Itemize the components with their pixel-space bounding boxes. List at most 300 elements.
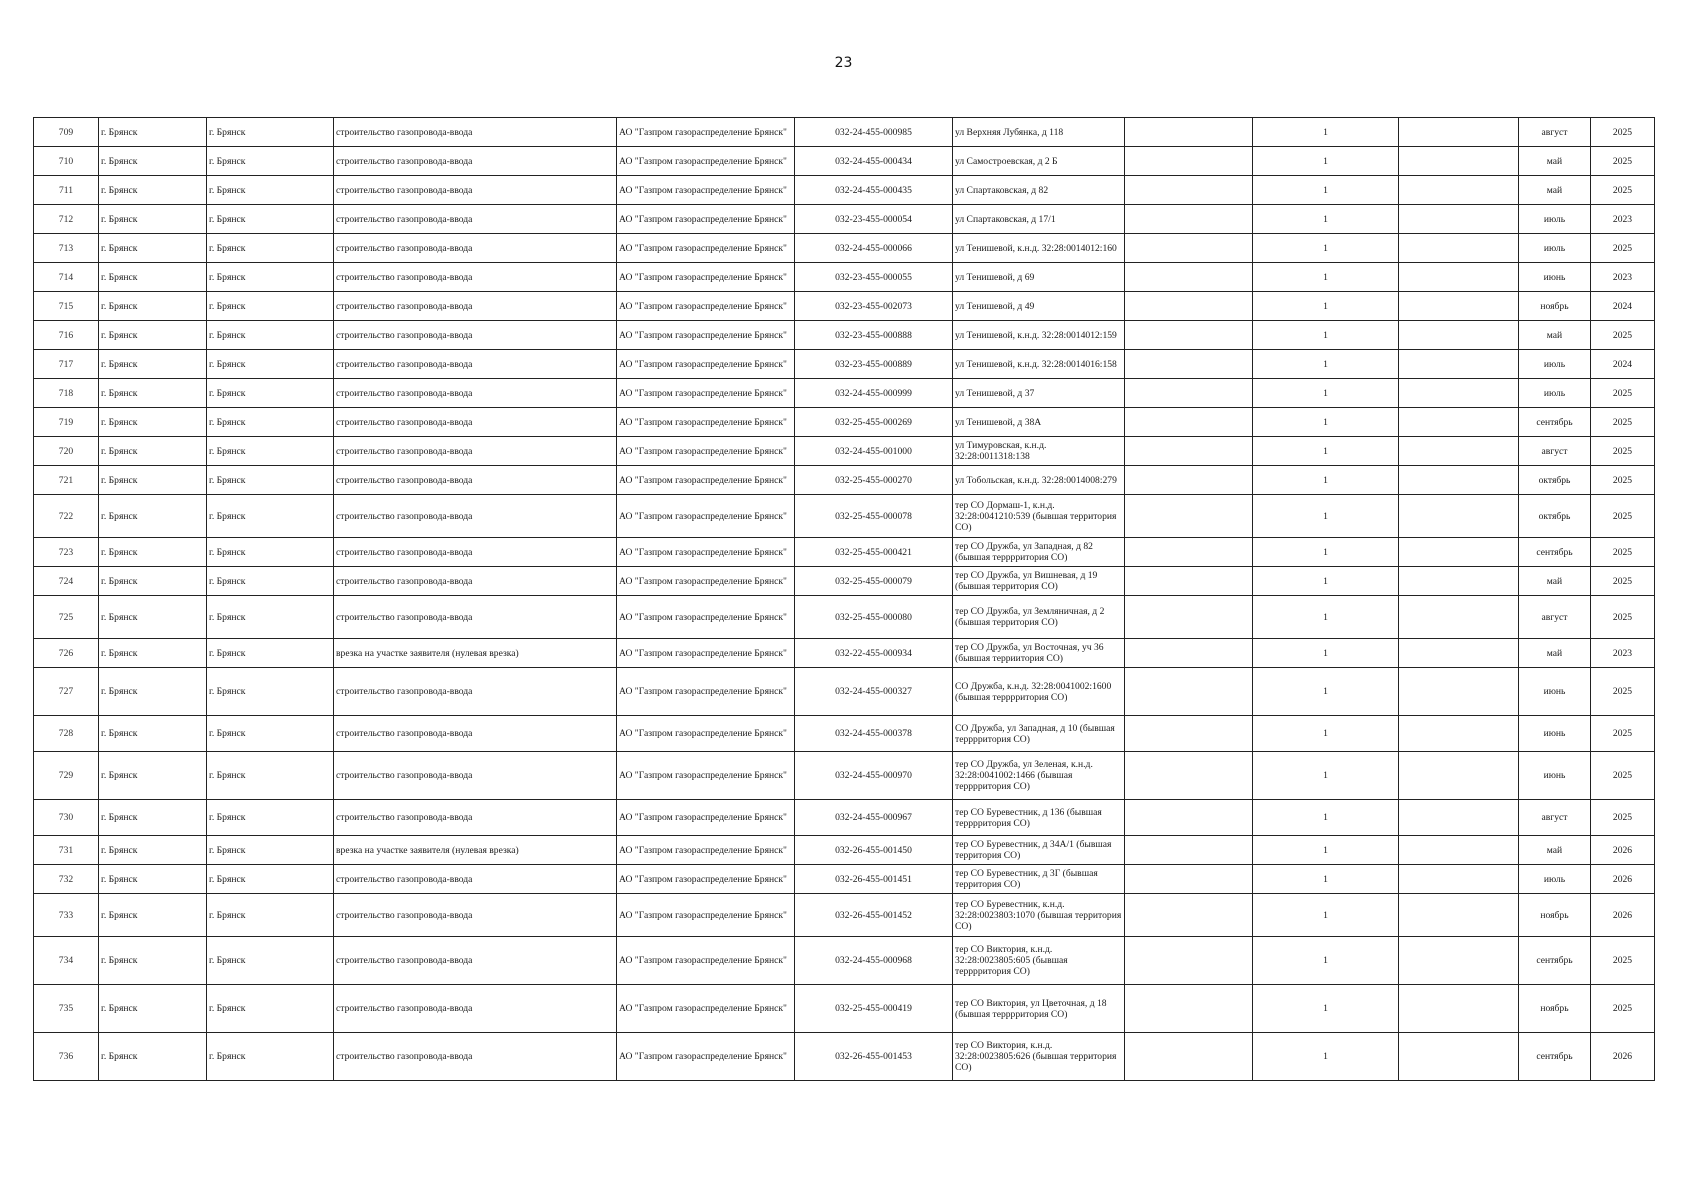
month-cell: июль: [1519, 379, 1591, 408]
year-cell: 2025: [1591, 495, 1655, 538]
empty-cell: [1125, 263, 1253, 292]
empty-cell: [1399, 118, 1519, 147]
district-cell: г. Брянск: [207, 118, 334, 147]
month-cell: июнь: [1519, 668, 1591, 716]
city-cell: г. Брянск: [99, 800, 207, 836]
quantity-cell: 1: [1253, 292, 1399, 321]
page-number: 23: [834, 55, 853, 71]
district-cell: г. Брянск: [207, 538, 334, 567]
quantity-cell: 1: [1253, 596, 1399, 639]
application-number-cell: 032-23-455-000054: [795, 205, 953, 234]
empty-cell: [1399, 937, 1519, 985]
application-number-cell: 032-25-455-000079: [795, 567, 953, 596]
quantity-cell: 1: [1253, 668, 1399, 716]
table-row: [34, 752, 1655, 800]
work-type-cell: строительство газопровода-ввода: [334, 437, 617, 466]
quantity-cell: 1: [1253, 437, 1399, 466]
year-cell: 2025: [1591, 147, 1655, 176]
empty-cell: [1399, 234, 1519, 263]
city-cell: г. Брянск: [99, 234, 207, 263]
work-type-cell: строительство газопровода-ввода: [334, 205, 617, 234]
year-cell: 2025: [1591, 538, 1655, 567]
month-cell: сентябрь: [1519, 1033, 1591, 1081]
month-cell: ноябрь: [1519, 894, 1591, 937]
row-number: 713: [34, 234, 99, 263]
empty-cell: [1399, 176, 1519, 205]
organization-cell: АО "Газпром газораспределение Брянск": [617, 752, 795, 800]
work-type-cell: строительство газопровода-ввода: [334, 668, 617, 716]
district-cell: г. Брянск: [207, 865, 334, 894]
work-type-cell: строительство газопровода-ввода: [334, 379, 617, 408]
year-cell: 2025: [1591, 800, 1655, 836]
application-number-cell: 032-24-455-000434: [795, 147, 953, 176]
work-type-cell: строительство газопровода-ввода: [334, 176, 617, 205]
empty-cell: [1125, 408, 1253, 437]
quantity-cell: 1: [1253, 495, 1399, 538]
row-number: 734: [34, 937, 99, 985]
table-row: [34, 466, 1655, 495]
empty-cell: [1125, 350, 1253, 379]
work-type-cell: строительство газопровода-ввода: [334, 263, 617, 292]
table-row: [34, 596, 1655, 639]
table-row: [34, 1033, 1655, 1081]
empty-cell: [1125, 1033, 1253, 1081]
empty-cell: [1399, 668, 1519, 716]
empty-cell: [1125, 800, 1253, 836]
empty-cell: [1399, 147, 1519, 176]
month-cell: сентябрь: [1519, 937, 1591, 985]
table-row: [34, 205, 1655, 234]
district-cell: г. Брянск: [207, 752, 334, 800]
district-cell: г. Брянск: [207, 466, 334, 495]
month-cell: май: [1519, 321, 1591, 350]
city-cell: г. Брянск: [99, 292, 207, 321]
empty-cell: [1125, 752, 1253, 800]
empty-cell: [1125, 147, 1253, 176]
organization-cell: АО "Газпром газораспределение Брянск": [617, 466, 795, 495]
work-type-cell: строительство газопровода-ввода: [334, 716, 617, 752]
address-cell: ул Спартаковская, д 17/1: [953, 205, 1125, 234]
city-cell: г. Брянск: [99, 495, 207, 538]
address-cell: тер СО Дружба, ул Вишневая, д 19 (бывшая территория СО): [953, 567, 1125, 596]
year-cell: 2025: [1591, 321, 1655, 350]
quantity-cell: 1: [1253, 639, 1399, 668]
address-cell: ул Тенишевой, д 37: [953, 379, 1125, 408]
empty-cell: [1399, 800, 1519, 836]
month-cell: август: [1519, 800, 1591, 836]
address-cell: ул Тимуровская, к.н.д. 32:28:0011318:138: [953, 437, 1125, 466]
work-type-cell: строительство газопровода-ввода: [334, 752, 617, 800]
empty-cell: [1399, 292, 1519, 321]
row-number: 728: [34, 716, 99, 752]
organization-cell: АО "Газпром газораспределение Брянск": [617, 350, 795, 379]
application-number-cell: 032-25-455-000419: [795, 985, 953, 1033]
quantity-cell: 1: [1253, 408, 1399, 437]
empty-cell: [1125, 937, 1253, 985]
empty-cell: [1125, 176, 1253, 205]
row-number: 711: [34, 176, 99, 205]
empty-cell: [1125, 716, 1253, 752]
address-cell: ул Тенишевой, д 38А: [953, 408, 1125, 437]
organization-cell: АО "Газпром газораспределение Брянск": [617, 292, 795, 321]
month-cell: май: [1519, 639, 1591, 668]
city-cell: г. Брянск: [99, 147, 207, 176]
work-type-cell: строительство газопровода-ввода: [334, 350, 617, 379]
empty-cell: [1125, 292, 1253, 321]
table-row: [34, 176, 1655, 205]
empty-cell: [1399, 321, 1519, 350]
month-cell: июль: [1519, 865, 1591, 894]
organization-cell: АО "Газпром газораспределение Брянск": [617, 408, 795, 437]
application-number-cell: 032-26-455-001453: [795, 1033, 953, 1081]
application-number-cell: 032-25-455-000078: [795, 495, 953, 538]
organization-cell: АО "Газпром газораспределение Брянск": [617, 800, 795, 836]
district-cell: г. Брянск: [207, 437, 334, 466]
city-cell: г. Брянск: [99, 205, 207, 234]
organization-cell: АО "Газпром газораспределение Брянск": [617, 836, 795, 865]
year-cell: 2025: [1591, 408, 1655, 437]
empty-cell: [1399, 495, 1519, 538]
city-cell: г. Брянск: [99, 408, 207, 437]
empty-cell: [1125, 495, 1253, 538]
district-cell: г. Брянск: [207, 985, 334, 1033]
city-cell: г. Брянск: [99, 937, 207, 985]
district-cell: г. Брянск: [207, 379, 334, 408]
month-cell: май: [1519, 176, 1591, 205]
work-type-cell: врезка на участке заявителя (нулевая врезка): [334, 639, 617, 668]
application-number-cell: 032-25-455-000421: [795, 538, 953, 567]
city-cell: г. Брянск: [99, 263, 207, 292]
row-number: 717: [34, 350, 99, 379]
district-cell: г. Брянск: [207, 176, 334, 205]
month-cell: июнь: [1519, 263, 1591, 292]
year-cell: 2023: [1591, 263, 1655, 292]
application-number-cell: 032-24-455-000066: [795, 234, 953, 263]
row-number: 722: [34, 495, 99, 538]
address-cell: ул Самостроевская, д 2 Б: [953, 147, 1125, 176]
empty-cell: [1125, 596, 1253, 639]
organization-cell: АО "Газпром газораспределение Брянск": [617, 234, 795, 263]
empty-cell: [1125, 466, 1253, 495]
quantity-cell: 1: [1253, 263, 1399, 292]
row-number: 718: [34, 379, 99, 408]
application-number-cell: 032-24-455-000999: [795, 379, 953, 408]
year-cell: 2025: [1591, 668, 1655, 716]
row-number: 710: [34, 147, 99, 176]
organization-cell: АО "Газпром газораспределение Брянск": [617, 321, 795, 350]
empty-cell: [1125, 205, 1253, 234]
city-cell: г. Брянск: [99, 1033, 207, 1081]
district-cell: г. Брянск: [207, 639, 334, 668]
year-cell: 2025: [1591, 118, 1655, 147]
month-cell: октябрь: [1519, 495, 1591, 538]
district-cell: г. Брянск: [207, 1033, 334, 1081]
quantity-cell: 1: [1253, 466, 1399, 495]
empty-cell: [1399, 894, 1519, 937]
district-cell: г. Брянск: [207, 234, 334, 263]
quantity-cell: 1: [1253, 865, 1399, 894]
application-number-cell: 032-23-455-000055: [795, 263, 953, 292]
address-cell: тер СО Буревестник, к.н.д. 32:28:0023803:1070 (бывшая территория СО): [953, 894, 1125, 937]
application-number-cell: 032-23-455-002073: [795, 292, 953, 321]
district-cell: г. Брянск: [207, 894, 334, 937]
city-cell: г. Брянск: [99, 639, 207, 668]
organization-cell: АО "Газпром газораспределение Брянск": [617, 668, 795, 716]
district-cell: г. Брянск: [207, 668, 334, 716]
district-cell: г. Брянск: [207, 147, 334, 176]
quantity-cell: 1: [1253, 538, 1399, 567]
row-number: 730: [34, 800, 99, 836]
row-number: 724: [34, 567, 99, 596]
year-cell: 2023: [1591, 205, 1655, 234]
city-cell: г. Брянск: [99, 894, 207, 937]
work-type-cell: строительство газопровода-ввода: [334, 567, 617, 596]
table-row: [34, 408, 1655, 437]
address-cell: тер СО Дружба, ул Западная, д 82 (бывшая терррритория СО): [953, 538, 1125, 567]
address-cell: ул Тенишевой, д 69: [953, 263, 1125, 292]
row-number: 736: [34, 1033, 99, 1081]
address-cell: ул Тенишевой, к.н.д. 32:28:0014012:159: [953, 321, 1125, 350]
row-number: 719: [34, 408, 99, 437]
application-number-cell: 032-26-455-001450: [795, 836, 953, 865]
month-cell: июнь: [1519, 716, 1591, 752]
year-cell: 2025: [1591, 937, 1655, 985]
district-cell: г. Брянск: [207, 263, 334, 292]
application-number-cell: 032-24-455-000435: [795, 176, 953, 205]
table-row: [34, 350, 1655, 379]
quantity-cell: 1: [1253, 752, 1399, 800]
empty-cell: [1399, 567, 1519, 596]
quantity-cell: 1: [1253, 176, 1399, 205]
quantity-cell: 1: [1253, 379, 1399, 408]
row-number: 732: [34, 865, 99, 894]
organization-cell: АО "Газпром газораспределение Брянск": [617, 176, 795, 205]
month-cell: август: [1519, 596, 1591, 639]
city-cell: г. Брянск: [99, 379, 207, 408]
table-row: [34, 437, 1655, 466]
registry-table: [33, 117, 1655, 1081]
empty-cell: [1399, 836, 1519, 865]
quantity-cell: 1: [1253, 836, 1399, 865]
work-type-cell: строительство газопровода-ввода: [334, 800, 617, 836]
organization-cell: АО "Газпром газораспределение Брянск": [617, 379, 795, 408]
year-cell: 2025: [1591, 752, 1655, 800]
work-type-cell: врезка на участке заявителя (нулевая врезка): [334, 836, 617, 865]
city-cell: г. Брянск: [99, 836, 207, 865]
year-cell: 2026: [1591, 836, 1655, 865]
quantity-cell: 1: [1253, 1033, 1399, 1081]
quantity-cell: 1: [1253, 234, 1399, 263]
empty-cell: [1125, 836, 1253, 865]
empty-cell: [1125, 865, 1253, 894]
address-cell: ул Верхняя Лубянка, д 118: [953, 118, 1125, 147]
year-cell: 2025: [1591, 234, 1655, 263]
quantity-cell: 1: [1253, 321, 1399, 350]
month-cell: май: [1519, 567, 1591, 596]
table-row: [34, 379, 1655, 408]
application-number-cell: 032-24-455-000985: [795, 118, 953, 147]
table-row: [34, 894, 1655, 937]
empty-cell: [1125, 538, 1253, 567]
application-number-cell: 032-25-455-000080: [795, 596, 953, 639]
application-number-cell: 032-25-455-000270: [795, 466, 953, 495]
table-row: [34, 985, 1655, 1033]
work-type-cell: строительство газопровода-ввода: [334, 495, 617, 538]
table-body: [34, 118, 1655, 1081]
quantity-cell: 1: [1253, 937, 1399, 985]
empty-cell: [1125, 894, 1253, 937]
empty-cell: [1125, 437, 1253, 466]
empty-cell: [1125, 985, 1253, 1033]
empty-cell: [1399, 716, 1519, 752]
quantity-cell: 1: [1253, 800, 1399, 836]
empty-cell: [1399, 596, 1519, 639]
application-number-cell: 032-26-455-001452: [795, 894, 953, 937]
empty-cell: [1399, 752, 1519, 800]
organization-cell: АО "Газпром газораспределение Брянск": [617, 147, 795, 176]
table-row: [34, 234, 1655, 263]
quantity-cell: 1: [1253, 205, 1399, 234]
month-cell: сентябрь: [1519, 408, 1591, 437]
application-number-cell: 032-22-455-000934: [795, 639, 953, 668]
empty-cell: [1125, 118, 1253, 147]
table-row: [34, 639, 1655, 668]
table-row: [34, 495, 1655, 538]
application-number-cell: 032-24-455-000968: [795, 937, 953, 985]
table-row: [34, 937, 1655, 985]
application-number-cell: 032-23-455-000888: [795, 321, 953, 350]
row-number: 723: [34, 538, 99, 567]
organization-cell: АО "Газпром газораспределение Брянск": [617, 596, 795, 639]
district-cell: г. Брянск: [207, 350, 334, 379]
address-cell: ул Спартаковская, д 82: [953, 176, 1125, 205]
district-cell: г. Брянск: [207, 596, 334, 639]
table-row: [34, 292, 1655, 321]
application-number-cell: 032-24-455-000327: [795, 668, 953, 716]
work-type-cell: строительство газопровода-ввода: [334, 118, 617, 147]
year-cell: 2025: [1591, 567, 1655, 596]
quantity-cell: 1: [1253, 985, 1399, 1033]
year-cell: 2025: [1591, 985, 1655, 1033]
address-cell: ул Тенишевой, к.н.д. 32:28:0014012:160: [953, 234, 1125, 263]
address-cell: тер СО Дружба, ул Восточная, уч 36 (бывшая терриитория СО): [953, 639, 1125, 668]
address-cell: тер СО Буревестник, д 34А/1 (бывшая территория СО): [953, 836, 1125, 865]
table-row: [34, 147, 1655, 176]
quantity-cell: 1: [1253, 118, 1399, 147]
work-type-cell: строительство газопровода-ввода: [334, 408, 617, 437]
work-type-cell: строительство газопровода-ввода: [334, 937, 617, 985]
address-cell: СО Дружба, к.н.д. 32:28:0041002:1600 (бывшая терррритория СО): [953, 668, 1125, 716]
row-number: 735: [34, 985, 99, 1033]
address-cell: ул Тенишевой, д 49: [953, 292, 1125, 321]
month-cell: август: [1519, 118, 1591, 147]
table-row: [34, 321, 1655, 350]
year-cell: 2024: [1591, 292, 1655, 321]
address-cell: тер СО Буревестник, д 3Г (бывшая территория СО): [953, 865, 1125, 894]
year-cell: 2026: [1591, 894, 1655, 937]
application-number-cell: 032-24-455-000378: [795, 716, 953, 752]
work-type-cell: строительство газопровода-ввода: [334, 1033, 617, 1081]
address-cell: тер СО Дружба, ул Зеленая, к.н.д. 32:28:0041002:1466 (бывшая терррритория СО): [953, 752, 1125, 800]
month-cell: ноябрь: [1519, 292, 1591, 321]
organization-cell: АО "Газпром газораспределение Брянск": [617, 716, 795, 752]
application-number-cell: 032-24-455-001000: [795, 437, 953, 466]
district-cell: г. Брянск: [207, 495, 334, 538]
row-number: 715: [34, 292, 99, 321]
row-number: 725: [34, 596, 99, 639]
work-type-cell: строительство газопровода-ввода: [334, 538, 617, 567]
city-cell: г. Брянск: [99, 466, 207, 495]
city-cell: г. Брянск: [99, 668, 207, 716]
district-cell: г. Брянск: [207, 800, 334, 836]
district-cell: г. Брянск: [207, 716, 334, 752]
table-row: [34, 538, 1655, 567]
work-type-cell: строительство газопровода-ввода: [334, 596, 617, 639]
month-cell: июль: [1519, 205, 1591, 234]
city-cell: г. Брянск: [99, 538, 207, 567]
row-number: 709: [34, 118, 99, 147]
row-number: 727: [34, 668, 99, 716]
empty-cell: [1399, 379, 1519, 408]
organization-cell: АО "Газпром газораспределение Брянск": [617, 985, 795, 1033]
work-type-cell: строительство газопровода-ввода: [334, 234, 617, 263]
city-cell: г. Брянск: [99, 118, 207, 147]
work-type-cell: строительство газопровода-ввода: [334, 865, 617, 894]
city-cell: г. Брянск: [99, 985, 207, 1033]
quantity-cell: 1: [1253, 147, 1399, 176]
address-cell: СО Дружба, ул Западная, д 10 (бывшая терррритория СО): [953, 716, 1125, 752]
empty-cell: [1125, 379, 1253, 408]
work-type-cell: строительство газопровода-ввода: [334, 321, 617, 350]
district-cell: г. Брянск: [207, 321, 334, 350]
month-cell: август: [1519, 437, 1591, 466]
table-row: [34, 668, 1655, 716]
year-cell: 2024: [1591, 350, 1655, 379]
table-row: [34, 865, 1655, 894]
work-type-cell: строительство газопровода-ввода: [334, 147, 617, 176]
city-cell: г. Брянск: [99, 567, 207, 596]
address-cell: тер СО Виктория, ул Цветочная, д 18 (бывшая терррритория СО): [953, 985, 1125, 1033]
quantity-cell: 1: [1253, 894, 1399, 937]
month-cell: ноябрь: [1519, 985, 1591, 1033]
application-number-cell: 032-26-455-001451: [795, 865, 953, 894]
year-cell: 2025: [1591, 466, 1655, 495]
empty-cell: [1125, 639, 1253, 668]
row-number: 729: [34, 752, 99, 800]
organization-cell: АО "Газпром газораспределение Брянск": [617, 937, 795, 985]
row-number: 733: [34, 894, 99, 937]
work-type-cell: строительство газопровода-ввода: [334, 292, 617, 321]
empty-cell: [1125, 668, 1253, 716]
application-number-cell: 032-25-455-000269: [795, 408, 953, 437]
city-cell: г. Брянск: [99, 752, 207, 800]
district-cell: г. Брянск: [207, 408, 334, 437]
empty-cell: [1399, 865, 1519, 894]
city-cell: г. Брянск: [99, 865, 207, 894]
city-cell: г. Брянск: [99, 321, 207, 350]
address-cell: тер СО Виктория, к.н.д. 32:28:0023805:626 (бывшая территория СО): [953, 1033, 1125, 1081]
year-cell: 2026: [1591, 1033, 1655, 1081]
row-number: 716: [34, 321, 99, 350]
empty-cell: [1399, 263, 1519, 292]
organization-cell: АО "Газпром газораспределение Брянск": [617, 263, 795, 292]
organization-cell: АО "Газпром газораспределение Брянск": [617, 865, 795, 894]
empty-cell: [1399, 1033, 1519, 1081]
month-cell: май: [1519, 836, 1591, 865]
month-cell: июль: [1519, 350, 1591, 379]
table-row: [34, 567, 1655, 596]
empty-cell: [1399, 437, 1519, 466]
